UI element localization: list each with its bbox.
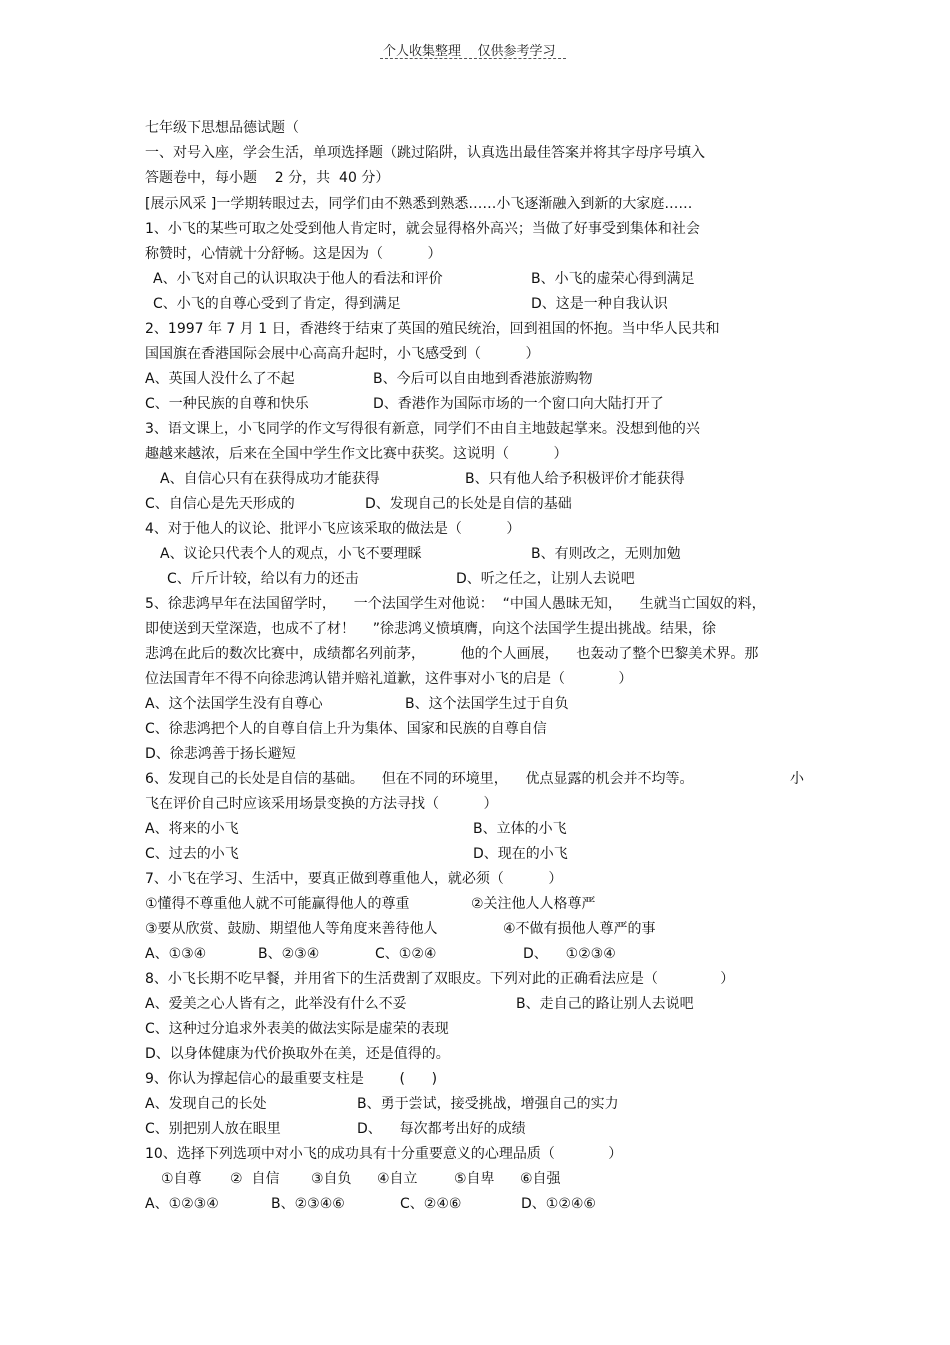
text-line: D、香港作为国际市场的一个窗口向大陆打开了 bbox=[373, 396, 664, 412]
text-line: D、 每次都考出好的成绩 bbox=[357, 1121, 526, 1137]
text-line: 答题卷中，每小题 2 分，共 40 分） bbox=[145, 170, 390, 186]
text-line: C、过去的小飞 bbox=[145, 846, 239, 862]
text-line: ⑤自卑 bbox=[454, 1171, 495, 1187]
text-line: 小 bbox=[790, 771, 804, 787]
text-line: 5、徐悲鸿早年在法国留学时， 一个法国学生对他说： “中国人愚昧无知， 生就当亡国奴的料， bbox=[145, 596, 766, 612]
text-line: C、这种过分追求外表美的做法实际是虚荣的表现 bbox=[145, 1021, 449, 1037]
text-line: ③自负 bbox=[311, 1171, 352, 1187]
text-line: A、自信心只有在获得成功才能获得 bbox=[160, 471, 380, 487]
text-line: C、徐悲鸿把个人的自尊自信上升为集体、国家和民族的自尊自信 bbox=[145, 721, 547, 737]
text-line: 称赞时，心情就十分舒畅。这是因为（ ） bbox=[145, 246, 442, 262]
text-line: 10、选择下列选项中对小飞的成功具有十分重要意义的心理品质（ ） bbox=[145, 1146, 623, 1162]
text-line: 国国旗在香港国际会展中心高高升起时，小飞感受到（ ） bbox=[145, 346, 540, 362]
text-line: 7、小飞在学习、生活中，要真正做到尊重他人，就必须（ ） bbox=[145, 871, 563, 887]
text-line: C、自信心是先天形成的 bbox=[145, 496, 295, 512]
text-line: ④自立 bbox=[377, 1171, 418, 1187]
text-line: 6、发现自己的长处是自信的基础。 但在不同的环境里， 优点显露的机会并不均等。 bbox=[145, 771, 694, 787]
text-line: ②关注他人人格尊严 bbox=[471, 896, 596, 912]
text-line: 9、你认为撑起信心的最重要支柱是 ( ) bbox=[145, 1071, 438, 1087]
text-line: B、立体的小飞 bbox=[473, 821, 567, 837]
text-line: ⑥自强 bbox=[520, 1171, 561, 1187]
text-line: ④不做有损他人尊严的事 bbox=[503, 921, 656, 937]
page-header: 个人收集整理 仅供参考学习 bbox=[383, 44, 556, 59]
text-line: [展示风采 ]一学期转眼过去，同学们由不熟悉到熟悉……小飞逐渐融入到新的大家庭…… bbox=[145, 196, 693, 212]
text-line: 8、小飞长期不吃早餐，并用省下的生活费割了双眼皮。下列对此的正确看法应是（ ） bbox=[145, 971, 735, 987]
text-line: D、这是一种自我认识 bbox=[531, 296, 668, 312]
text-line: ①懂得不尊重他人就不可能赢得他人的尊重 bbox=[145, 896, 410, 912]
text-line: B、有则改之，无则加勉 bbox=[531, 546, 681, 562]
text-line: B、走自己的路让别人去说吧 bbox=[516, 996, 694, 1012]
text-line: C、别把别人放在眼里 bbox=[145, 1121, 281, 1137]
text-line: D、以身体健康为代价换取外在美，还是值得的。 bbox=[145, 1046, 450, 1062]
text-line: D、徐悲鸿善于扬长避短 bbox=[145, 746, 296, 762]
text-line: B、②③④ bbox=[258, 946, 320, 962]
text-line: B、只有他人给予积极评价才能获得 bbox=[465, 471, 685, 487]
text-line: D、①②④⑥ bbox=[521, 1196, 596, 1212]
text-line: A、英国人没什么了不起 bbox=[145, 371, 295, 387]
text-line: 2、1997 年 7 月 1 日，香港终于结束了英国的殖民统治，回到祖国的怀抱。当中华人民共和 bbox=[145, 321, 720, 337]
text-line: B、勇于尝试，接受挑战，增强自己的实力 bbox=[357, 1096, 619, 1112]
text-line: D、 ①②③④ bbox=[523, 946, 616, 962]
text-line: A、这个法国学生没有自尊心 bbox=[145, 696, 323, 712]
text-line: 趣越来越浓，后来在全国中学生作文比赛中获奖。这说明（ ） bbox=[145, 446, 568, 462]
text-line: 即使送到天堂深造，也成不了材！ ”徐悲鸿义愤填膺，向这个法国学生提出挑战。结果，徐 bbox=[145, 621, 717, 637]
text-line: D、现在的小飞 bbox=[473, 846, 568, 862]
text-line: D、发现自己的长处是自信的基础 bbox=[365, 496, 572, 512]
text-line: D、听之任之，让别人去说吧 bbox=[456, 571, 635, 587]
text-line: A、爱美之心人皆有之，此举没有什么不妥 bbox=[145, 996, 407, 1012]
text-line: ③要从欣赏、鼓励、期望他人等角度来善待他人 bbox=[145, 921, 438, 937]
header-divider bbox=[380, 58, 566, 59]
text-line: 位法国青年不得不向徐悲鸿认错并赔礼道歉，这件事对小飞的启是（ ） bbox=[145, 671, 633, 687]
text-line: ② 自信 bbox=[230, 1171, 280, 1187]
text-line: A、①②③④ bbox=[145, 1196, 219, 1212]
text-line: C、一种民族的自尊和快乐 bbox=[145, 396, 309, 412]
text-line: 4、对于他人的议论、批评小飞应该采取的做法是（ ） bbox=[145, 521, 521, 537]
text-line: C、①②④ bbox=[375, 946, 437, 962]
text-line: 1、小飞的某些可取之处受到他人肯定时，就会显得格外高兴；当做了好事受到集体和社会 bbox=[145, 221, 700, 237]
text-line: B、②③④⑥ bbox=[271, 1196, 345, 1212]
text-line: C、小飞的自尊心受到了肯定，得到满足 bbox=[153, 296, 401, 312]
text-line: 悲鸿在此后的数次比赛中，成绩都名列前茅， 他的个人画展， 也轰动了整个巴黎美术界。那 bbox=[145, 646, 759, 662]
text-line: C、斤斤计较，给以有力的还击 bbox=[167, 571, 359, 587]
text-line: A、将来的小飞 bbox=[145, 821, 239, 837]
text-line: ①自尊 bbox=[161, 1171, 202, 1187]
text-line: 飞在评价自己时应该采用场景变换的方法寻找（ ） bbox=[145, 796, 498, 812]
text-line: A、议论只代表个人的观点，小飞不要理睬 bbox=[160, 546, 422, 562]
text-line: C、②④⑥ bbox=[400, 1196, 462, 1212]
text-line: 3、语文课上，小飞同学的作文写得很有新意，同学们不由自主地鼓起掌来。没想到他的兴 bbox=[145, 421, 700, 437]
text-line: B、小飞的虚荣心得到满足 bbox=[531, 271, 695, 287]
text-line: 七年级下思想品德试题（ bbox=[145, 120, 299, 136]
text-line: 一、对号入座，学会生活，单项选择题（跳过陷阱，认真选出最佳答案并将其字母序号填入 bbox=[145, 145, 705, 161]
text-line: B、这个法国学生过于自负 bbox=[405, 696, 569, 712]
text-line: A、小飞对自己的认识取决于他人的看法和评价 bbox=[153, 271, 443, 287]
text-line: B、今后可以自由地到香港旅游购物 bbox=[373, 371, 593, 387]
text-line: A、发现自己的长处 bbox=[145, 1096, 267, 1112]
text-line: A、①③④ bbox=[145, 946, 207, 962]
